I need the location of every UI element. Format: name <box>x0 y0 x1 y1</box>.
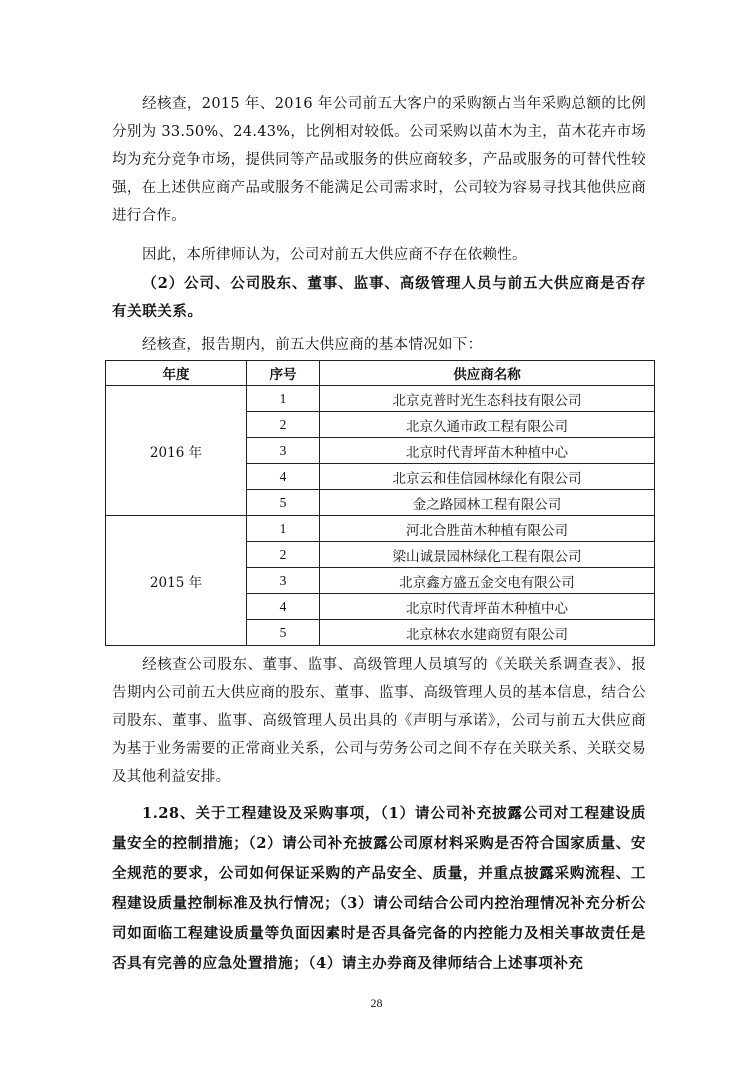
supplier-name-cell: 北京林农水建商贸有限公司 <box>320 620 655 646</box>
paragraph-text: 经核查公司股东、董事、监事、高级管理人员填写的《关联关系调查表》、报告期内公司前五大供应商的股东、董事、监事、高级管理人员的基本信息，结合公司股东、董事、监事、高级管理人员出具的《声明与承诺》，公司与前五大供应商为基于业务需要的正常商业关系，公司与劳务公司之间不存在关联关系、关联交易及其他利益安排。 <box>112 657 646 785</box>
supplier-name-cell: 北京久通市政工程有限公司 <box>320 412 655 438</box>
seq-cell: 3 <box>247 438 320 464</box>
supplier-name-cell: 北京云和佳信园林绿化有限公司 <box>320 464 655 490</box>
supplier-name-cell: 北京时代青坪苗木种植中心 <box>320 594 655 620</box>
seq-cell: 2 <box>247 412 320 438</box>
table-row <box>106 386 655 412</box>
supplier-table <box>105 360 655 646</box>
seq-cell: 1 <box>247 386 320 412</box>
section-heading-related-party <box>112 270 646 326</box>
seq-cell: 3 <box>247 568 320 594</box>
year-cell: 2016 年 <box>106 386 247 516</box>
supplier-name-cell: 北京时代青坪苗木种植中心 <box>320 438 655 464</box>
heading-text: 1.28、关于工程建设及采购事项，（1）请公司补充披露公司对工程建设质量安全的控制措施；（2）请公司补充披露公司原材料采购是否符合国家质量、安全规范的要求，公司如何保证采购的产品安全、质量，并重点披露采购流程、工程建设质量控制标准及执行情况；（3）请公司结合公司内控治理情况补充分析公司如面临工程建设质量等负面因素时是否具备完备的内控能力及相关事故责任是否具有完善的应急处置措施；（4）请主办券商及律师结合上述事项补充 <box>112 805 646 972</box>
paragraph-table-intro <box>112 331 646 359</box>
paragraph-text: 因此，本所律师认为，公司对前五大供应商不存在依赖性。 <box>142 247 527 263</box>
supplier-name-cell: 河北合胜苗木种植有限公司 <box>320 516 655 542</box>
header-seq: 序号 <box>247 361 320 386</box>
supplier-name-cell: 北京鑫方盛五金交电有限公司 <box>320 568 655 594</box>
paragraph-related-party-review <box>112 651 646 791</box>
seq-cell: 4 <box>247 594 320 620</box>
paragraph-conclusion <box>112 241 646 269</box>
seq-cell: 4 <box>247 464 320 490</box>
supplier-name-cell: 梁山诚景园林绿化工程有限公司 <box>320 542 655 568</box>
seq-cell: 2 <box>247 542 320 568</box>
paragraph-text: 经核查，报告期内，前五大供应商的基本情况如下： <box>142 337 483 353</box>
year-cell: 2015 年 <box>106 516 247 646</box>
table-header-row <box>106 361 655 386</box>
header-supplier-name: 供应商名称 <box>320 361 655 386</box>
supplier-name-cell: 金之路园林工程有限公司 <box>320 490 655 516</box>
seq-cell: 5 <box>247 490 320 516</box>
seq-cell: 5 <box>247 620 320 646</box>
seq-cell: 1 <box>247 516 320 542</box>
paragraph-text: 经核查，2015 年、2016 年公司前五大客户的采购额占当年采购总额的比例分别为 33.50%、24.43%，比例相对较低。公司采购以苗木为主，苗木花卉市场均为充分竞争市场，提供同等产品或服务的供应商较多，产品或服务的可替代性较强，在上述供应商产品或服务不能满足公司需求时，公司较为容易寻找其他供应商进行合作。 <box>112 96 646 224</box>
paragraph-supplier-ratio <box>112 90 646 230</box>
heading-text: （2）公司、公司股东、董事、监事、高级管理人员与前五大供应商是否存有关联关系。 <box>112 275 646 320</box>
table-row <box>106 516 655 542</box>
page-number: 28 <box>370 996 383 1010</box>
section-heading-engineering <box>112 799 646 979</box>
header-year: 年度 <box>106 361 247 386</box>
supplier-name-cell: 北京克普时光生态科技有限公司 <box>320 386 655 412</box>
